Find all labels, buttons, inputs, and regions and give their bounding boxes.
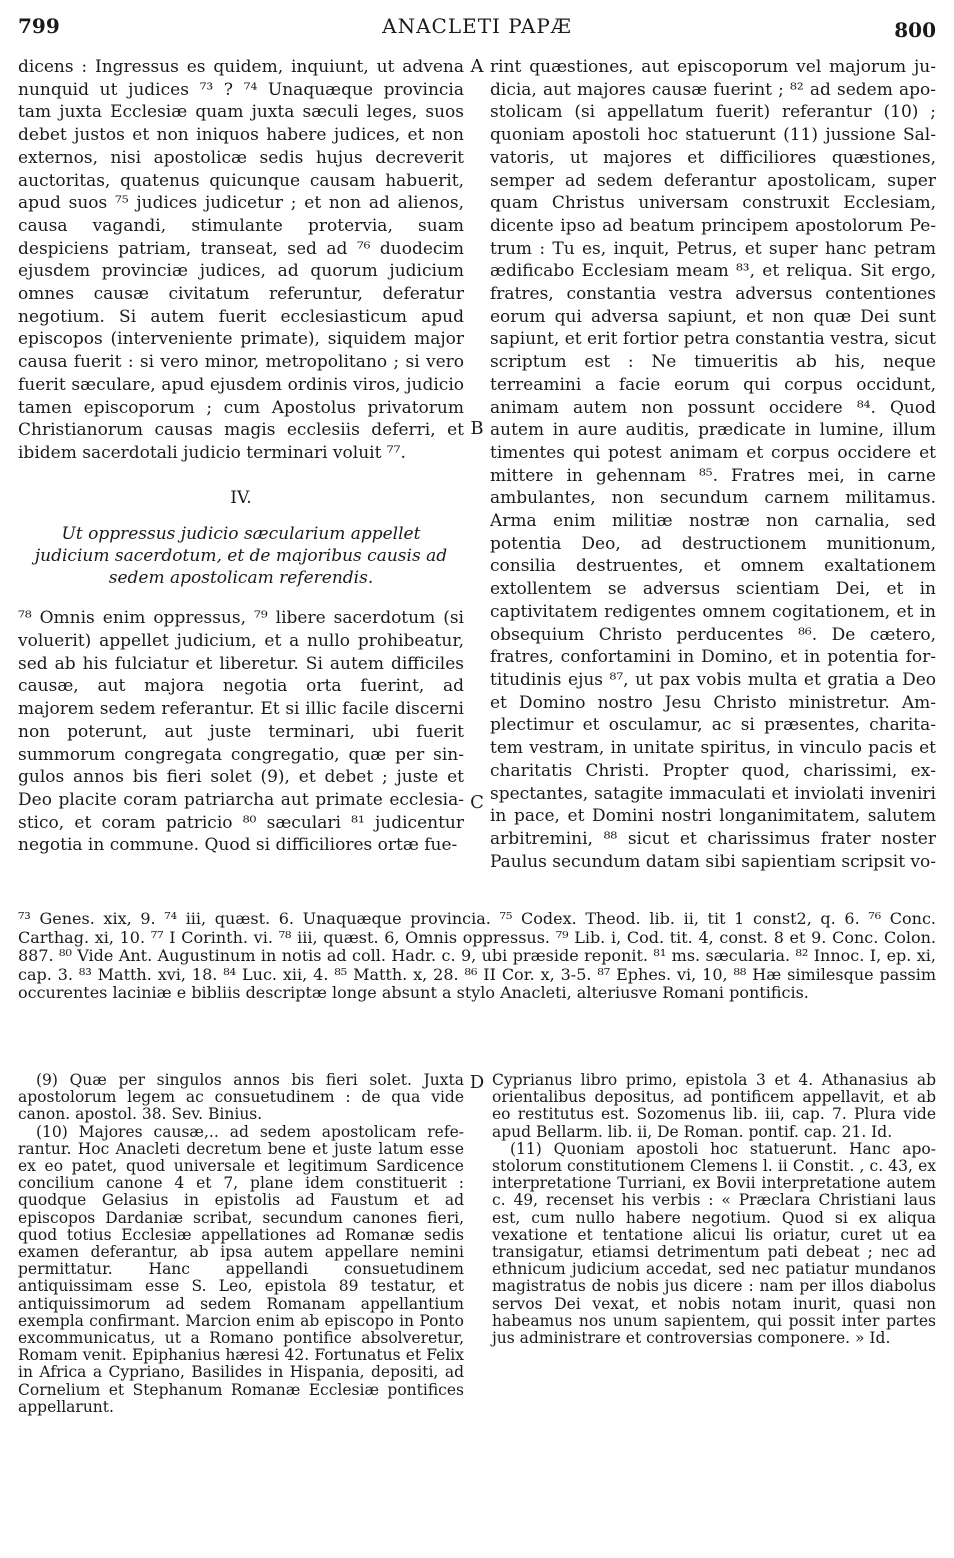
note-9: (9) Quæ per singulos annos bis fieri solet. Juxta apostolorum legem ac consuetudinem : de qua vide canon. apostol. 38. Sev. Binius.	[18, 1071, 464, 1124]
section-number: IV.	[230, 487, 252, 508]
note-10-continued: Cyprianus libro primo, epistola 3 et 4. Athanasius ab orientalibus depositus, ad pontificem appellavit, et ab eo restitutus est. Sozomenus lib. iii, cap. 7. Plura vide apud Bellarm. lib. ii, De Roman. pontif. cap. 21. Id.	[492, 1071, 936, 1141]
reference-footnotes: ⁷³ Genes. xix, 9. ⁷⁴ iii, quæst. 6. Unaquæque provincia. ⁷⁵ Codex. Theod. lib. ii, tit 1 const2, q. 6. ⁷⁶ Conc. Carthag. xi, 10. ⁷⁷ I Corinth. vi. ⁷⁸ iii, quæst. 6, Omnis oppressus. ⁷⁹ Lib. i, Cod. tit. 4, const. 8 et 9. Conc. Colon. 887. ⁸⁰ Vide Ant. Augustinum in notis ad coll. Hadr. c. 9, ubi præside reponit. ⁸¹ ms. sæcularia. ⁸² Innoc. I, ep. xi, cap. 3. ⁸³ Matth. xvi, 18. ⁸⁴ Luc. xii, 4. ⁸⁵ Matth. x, 28. ⁸⁶ II Cor. x, 3-5. ⁸⁷ Ephes. vi, 10, ⁸⁸ Hæ similesque passim occurentes laciniæ e bibliis descriptæ longe absunt a stylo Anacleti, alteriusve Romani pontificis.	[18, 909, 936, 1002]
left-paragraph-1: dicens : Ingressus es quidem, inquiunt, ut advena nunquid ut judices ⁷³ ? ⁷⁴ Unaquæque provincia tam juxta Ecclesiæ quam juxta sæculi leges, suos debet justos et non iniquos habere judices, et non externos, nisi apostolicæ sedis hujus decreverit auctoritas, quatenus quicunque causam habuerit, apud suos ⁷⁵ judices judicetur ; et non ad alienos, causa vagandi, stimulante protervia, suam despiciens patriam, transeat, sed ad ⁷⁶ duodecim ejusdem provinciæ judices, ad quorum judicium omnes causæ civitatum referuntur, deferatur negotium. Si autem fuerit ecclesiasticum apud episcopos (interveniente primate), siquidem major causa fuerit : si vero minor, metropolitano ; si vero fuerit sæculare, apud ejusdem ordinis viros, judicio tamen episcoporum ; cum Apostolus privatorum Christianorum causas magis ecclesiis deferri, et ibidem sacerdotali judicio terminari voluit ⁷⁷.	[18, 57, 464, 463]
right-paragraph-1: rint quæstiones, aut episcoporum vel majorum judicia, aut majores causæ fuerint ; ⁸² ad sedem apostolicam (si appellatum fuerit) referantur (10) ; quoniam apostoli hoc statuerunt (11) jussione Salvatoris, ut majores et difficiliores quæstiones, semper ad sedem deferantur apostolicam, super quam Christus universam construxit Ecclesiam, dicente ipso ad beatum principem apostolorum Petrum : Tu es, inquit, Petrus, et super hanc petram ædificabo Ecclesiam meam ⁸³, et reliqua. Sit ergo, fratres, constantia vestra adversus contentiones eorum qui adversa sapiunt, et non quæ Dei sunt sapiunt, et erit fortior petra constantia vestra, sicut scriptum est : Ne timueritis ab his, neque terreamini a facie eorum qui corpus occidunt, animam autem non possunt occidere ⁸⁴. Quod autem in aure auditis, prædicate in lumine, illum timentes qui potest animam et corpus occidere et mittere in gehennam ⁸⁵. Fratres mei, in carne ambulantes, non secundum carnem militamus. Arma enim militiæ nostræ non carnalia, sed potentia Deo, ad destructionem munitionum, consilia destruentes, et omnem exaltationem extollentem se adversus scientiam Dei, et in captivitatem redigentes omnem cogitationem, et in obsequium Christo perducentes ⁸⁶. De cætero, fratres, confortamini in Domino, et in potentia fortitudinis ejus ⁸⁷, ut pax vobis multa et gratia a Deo et Domino nostro Jesu Christo ministretur. Amplectimur et osculamur, ac si præsentes, charitatem vestram, in unitate spiritus, in vinculo pacis et charitatis Christi. Propter quod, charissimi, exspectantes, satagite immaculati et inviolati inveniri in pace, et Domini nostri longanimitatem, salutem arbitremini, ⁸⁸ sicut et charissimus frater noster Paulus secundum datam sibi sapientiam scripsit vo-	[490, 57, 937, 872]
margin-marker-d: D	[469, 1072, 485, 1093]
notes-right-column	[492, 1072, 936, 1347]
margin-marker-c: C	[470, 792, 484, 813]
left-text-column	[18, 56, 464, 857]
notes-left-column	[18, 1072, 464, 1416]
right-text-column	[490, 56, 936, 873]
section-title: Ut oppressus judicio sæcularium appellet judicium sacerdotum, et de majoribus causis ad sedem apostolicam referendis.	[34, 524, 448, 589]
running-title: ANACLETI PAPÆ	[382, 14, 572, 38]
page-header	[18, 14, 936, 44]
margin-marker-b: B	[470, 418, 484, 439]
note-10: (10) Majores causæ,.. ad sedem apostolicam referantur. Hoc Anacleti decretum bene et juste latum esse ex eo patet, quod universale et legitimum Sardicence concilium canone 4 et 7, plane idem constituerit : quodque Gelasius in epistolis ad Faustum et ad episcopos Dardaniæ scribat, secundum canones fieri, quod totius Ecclesiæ appellationes ad Romanæ sedis examen deferantur, ab ipsa autem appellare nemini permittatur. Hanc appellandi consuetudinem antiquissimam esse S. Leo, epistola 89 testatur, et antiquissimorum ad sedem Romanam appellantium exempla confirmant. Marcion enim ab episcopo in Ponto excommunicatus, ut a Romano pontifice absolveretur, Romam venit. Epiphanius hæresi 42. Fortunatus et Felix in Africa a Cypriano, Basilides in Hispania, depositi, ad Cornelium et Stephanum Romanæ Ecclesiæ pontifices appellarunt.	[18, 1122, 464, 1416]
right-page-number: 800	[894, 18, 936, 42]
note-11: (11) Quoniam apostoli hoc statuerunt. Hanc apostolorum constitutionem Clemens l. ii Constit. , c. 43, ex interpretatione Turriani, ex Bovii interpretatione autem c. 49, recenset his verbis : « Præclara Christiani laus est, cum nullo habere negotium. Quod si ex aliqua vexatione et tentatione alicui lis oriatur, curet ut ea transigatur, etiamsi detrimentum pati debeat ; nec ad ethnicum judicium accedat, sed nec patiatur mundanos magistratus de nobis jus dicere : nam per illos diabolus servos Dei vexat, et nobis notam inurit, quasi non habeamus nos unum sapientem, qui possit inter partes jus administrare et controversias componere. » Id.	[492, 1139, 936, 1348]
left-page-number: 799	[18, 14, 60, 38]
margin-marker-a: A	[470, 56, 484, 77]
left-paragraph-2: ⁷⁸ Omnis enim oppressus, ⁷⁹ libere sacerdotum (si voluerit) appellet judicium, et a nullo prohibeatur, sed ab his fulciatur et liberetur. Si autem difficiles causæ, aut majora negotia orta fuerint, ad majorem sedem referantur. Et si illic facile discerni non poterunt, aut juste terminari, ubi fuerit summorum congregata congregatio, quæ per singulos annos bis fieri solet (9), et debet ; juste et Deo placite coram patriarcha aut primate ecclesiastico, et coram patricio ⁸⁰ sæculari ⁸¹ judicentur negotia in commune. Quod si difficiliores ortæ fue-	[18, 608, 464, 856]
